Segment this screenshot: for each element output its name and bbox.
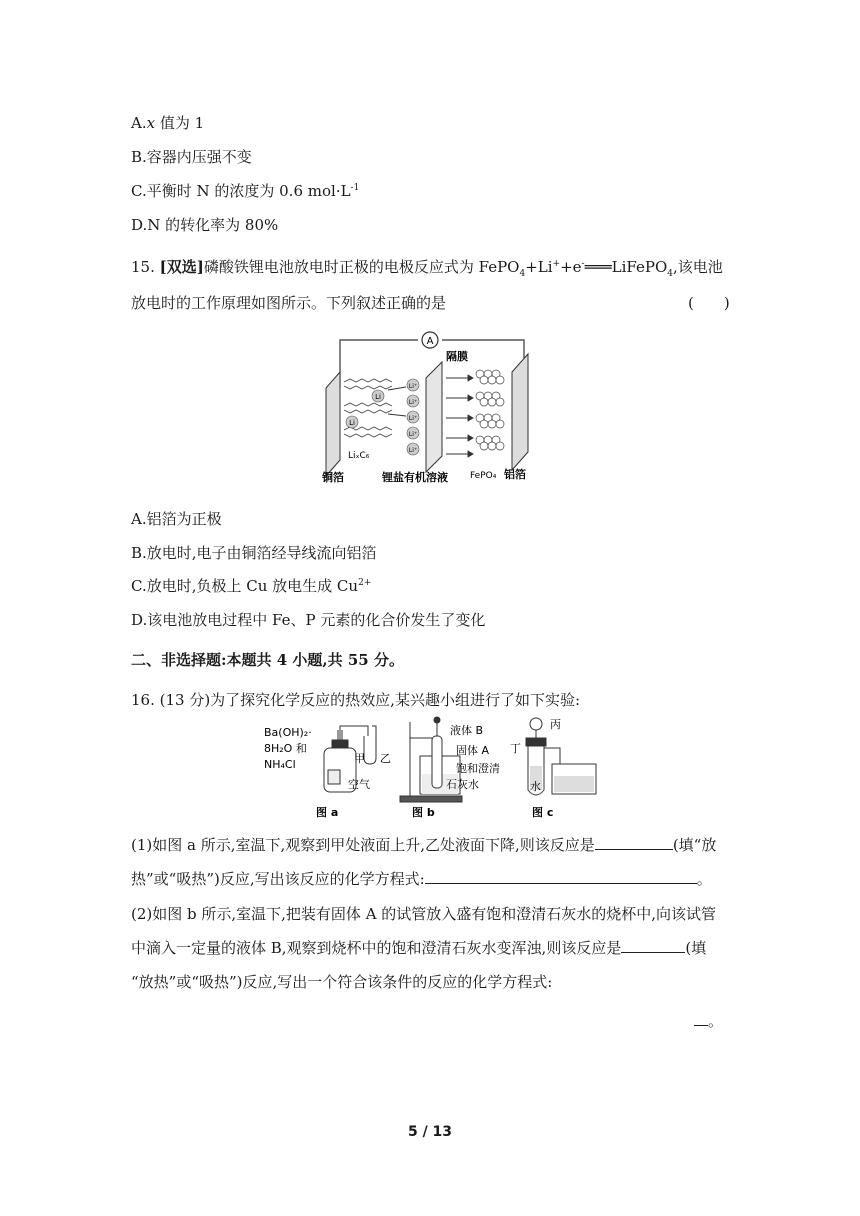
q15-stem-end: ,该电池: [673, 258, 723, 276]
fig-a-air-label: 空气: [348, 778, 370, 791]
answer-blank-3[interactable]: [621, 938, 685, 953]
copper-foil-plate: [326, 372, 340, 476]
q15-stem-text: 磷酸铁锂电池放电时正极的电极反应式为 FePO: [203, 258, 520, 276]
membrane-plate: [426, 362, 442, 472]
fig-a-reagent-3: NH₄Cl: [264, 758, 296, 771]
q16-part1-text-2: 热”或“吸热”)反应,写出该反应的化学方程式:: [131, 870, 425, 888]
q16-part2-period: 。: [708, 1012, 724, 1030]
membrane-label: 隔膜: [446, 350, 468, 363]
q15-sub: 4: [519, 269, 526, 279]
answer-blank-1[interactable]: [595, 835, 673, 850]
q15-stem-line2: 放电时的工作原理如图所示。下列叙述正确的是: [131, 294, 447, 312]
q15-stem-line1: [131, 256, 723, 279]
option-c: [131, 180, 359, 201]
option-c-text: C.平衡时 N 的浓度为 0.6 mol·L: [131, 182, 351, 200]
fig-a-reagent-2: 8H₂O 和: [264, 742, 307, 755]
q16-part2-text-end: (填: [685, 939, 707, 957]
q16-part1-text-end: (填“放: [672, 836, 717, 854]
q16-part1-line1: [131, 834, 716, 855]
q16-part1-text: (1)如图 a 所示,室温下,观察到甲处液面上升,乙处液面下降,则该反应是: [131, 836, 595, 854]
answer-blank-4[interactable]: [694, 1011, 708, 1026]
solution-label: 锂盐有机溶液: [382, 471, 448, 484]
copper-foil-label: 铜箔: [322, 471, 344, 484]
experiment-figures: [260, 716, 600, 822]
answer-blank-2[interactable]: [425, 869, 697, 884]
q16-part2-line1: (2)如图 b 所示,室温下,把装有固体 A 的试管放入盛有饱和澄清石灰水的烧杯中,向该试管: [131, 905, 717, 923]
q15-tag: [双选]: [159, 258, 204, 276]
q16-part1-period: 。: [696, 870, 712, 888]
q15-electron: +e: [560, 258, 582, 276]
aluminum-foil-plate: [512, 354, 528, 470]
circuit-wire: [340, 340, 418, 388]
li-ion-label-3: Li⁺: [408, 415, 418, 422]
fig-b-caption: 图 b: [412, 806, 435, 819]
option-a-prefix: A.: [131, 114, 147, 132]
graphite-layers: [344, 379, 392, 437]
section-heading: 二、非选择题:本题共 4 小题,共 55 分。: [131, 651, 404, 669]
li-ion-label-2: Li⁺: [408, 399, 418, 406]
li-atom-2-label: Li: [349, 419, 355, 427]
option-b: B.容器内压强不变: [131, 148, 252, 166]
li-ion-label-4: Li⁺: [408, 431, 418, 438]
page-number: 5 / 13: [407, 1124, 453, 1140]
fig-b-lime-label-2: 石灰水: [446, 778, 479, 791]
fig-a-jia-label: 甲: [354, 752, 365, 765]
q16-part1-line2: [131, 868, 712, 889]
q15-option-d: D.该电池放电过程中 Fe、P 元素的化合价发生了变化: [131, 611, 486, 629]
q15-li: +Li: [525, 258, 553, 276]
fig-a-yi-label: 乙: [380, 752, 391, 765]
option-c-superscript: -1: [350, 183, 360, 193]
q16-stem: 16. (13 分)为了探究化学反应的热效应,某兴趣小组进行了如下实验:: [131, 691, 581, 709]
lixc6-label: LiₓC₆: [348, 451, 370, 461]
q15-option-c: [131, 575, 371, 596]
battery-diagram: [318, 330, 540, 486]
fig-a-reagent-1: Ba(OH)₂·: [264, 726, 312, 739]
q15-product-sub: 4: [667, 269, 674, 279]
q15-option-b: B.放电时,电子由铜箔经导线流向铝箔: [131, 544, 377, 562]
aluminum-foil-label: 铝箔: [504, 468, 526, 481]
li-ion-label-5: Li⁺: [408, 447, 418, 454]
fig-b-lime-label-1: 饱和澄清: [456, 762, 500, 775]
fig-b-liquid-label: 液体 B: [450, 724, 484, 737]
option-d: D.N 的转化率为 80%: [131, 216, 279, 234]
q15-sup-minus: -: [581, 259, 585, 269]
fig-c-caption: 图 c: [532, 806, 554, 819]
option-a-text: 值为 1: [155, 114, 205, 132]
q15-number: 15.: [131, 258, 155, 276]
li-atom-1-label: Li: [375, 393, 381, 401]
q15-option-c-text: C.放电时,负极上 Cu 放电生成 Cu: [131, 577, 359, 595]
q15-equals: ═══: [584, 258, 612, 276]
fig-a-caption: 图 a: [316, 806, 339, 819]
fig-c-water-label: 水: [530, 780, 541, 793]
li-ion-label-1: Li⁺: [408, 383, 418, 390]
q15-product: LiFePO: [611, 258, 668, 276]
fepo4-spheres: [476, 370, 504, 450]
q16-part2-line3: “放热”或“吸热”)反应,写出一个符合该条件的反应的化学方程式:: [131, 973, 553, 991]
option-a: [131, 112, 204, 133]
q15-option-c-sup: 2+: [358, 578, 372, 588]
q16-part2-line2: [131, 937, 706, 958]
q15-option-a: A.铝箔为正极: [131, 510, 222, 528]
ammeter-label: A: [426, 336, 434, 347]
fig-b-solid-label: 固体 A: [456, 744, 490, 757]
q16-part2-text: 中滴入一定量的液体 B,观察到烧杯中的饱和澄清石灰水变浑浊,则该反应是: [131, 939, 622, 957]
option-a-variable: x: [146, 114, 156, 132]
answer-paren: ( ): [688, 294, 730, 312]
fig-c-bing-label: 丙: [550, 718, 561, 731]
q15-sup-plus: +: [552, 259, 561, 269]
fepo4-label: FePO₄: [470, 471, 497, 481]
q16-part2-end: [694, 1010, 723, 1031]
fig-c-ding-label: 丁: [510, 742, 521, 755]
